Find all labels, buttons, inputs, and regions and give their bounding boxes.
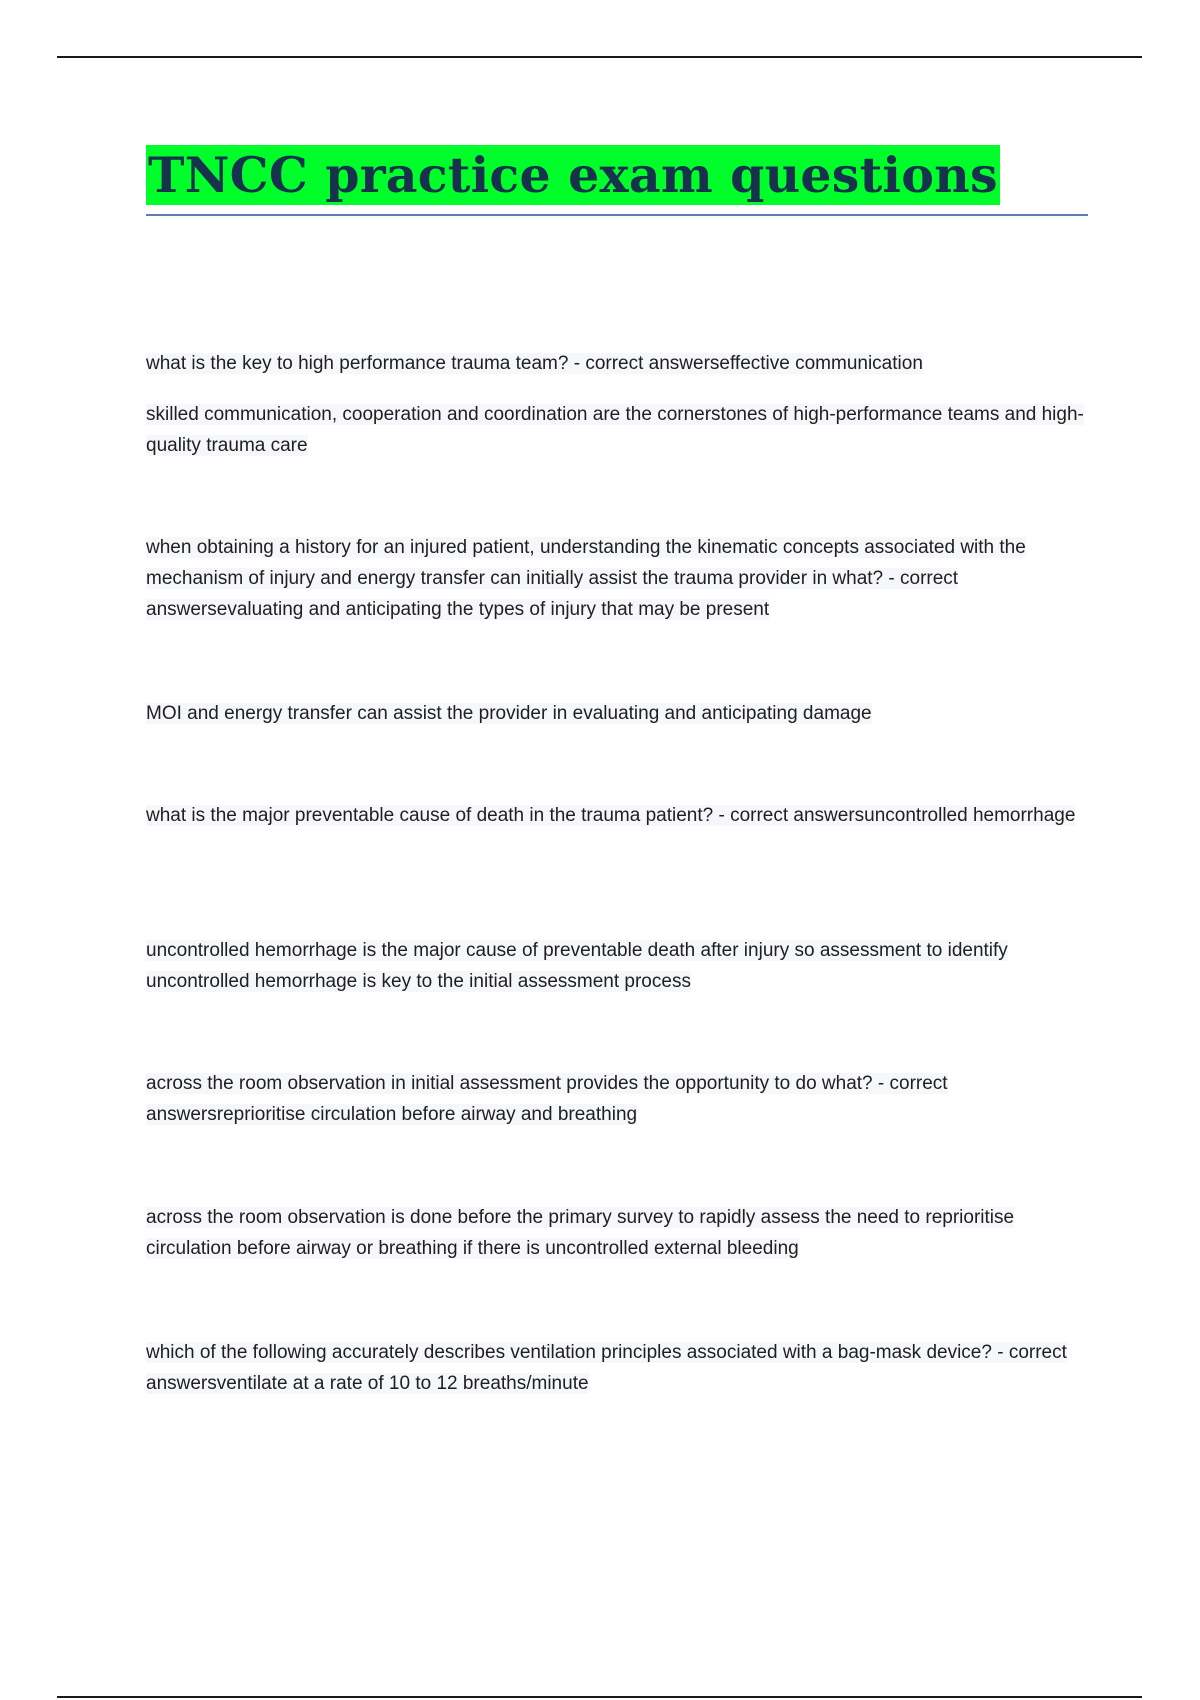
paragraph-text: across the room observation in initial assessment provides the opportunity to do what? - correct answersreprioritise circulation before airway and breathing (146, 1073, 948, 1125)
paragraph (146, 1337, 1088, 1399)
paragraph-text: what is the major preventable cause of death in the trauma patient? - correct answersuncontrolled hemorrhage (146, 805, 1076, 826)
paragraph (146, 698, 1088, 729)
paragraph (146, 1068, 1088, 1130)
paragraph (146, 348, 1088, 379)
title-block (146, 145, 1088, 205)
footer-rule (57, 1696, 1142, 1698)
paragraph (146, 800, 1088, 831)
paragraph (146, 532, 1088, 625)
title-underline (146, 214, 1088, 216)
paragraph-text: when obtaining a history for an injured patient, understanding the kinematic concepts associated with the mechanism of injury and energy transfer can initially assist the trauma provider in what? - correct answersevaluating and anticipating the types of injury that may be present (146, 537, 1026, 620)
paragraph (146, 1202, 1088, 1264)
paragraph-text: uncontrolled hemorrhage is the major cause of preventable death after injury so assessment to identify uncontrolled hemorrhage is key to the initial assessment process (146, 940, 1008, 992)
paragraph-text: skilled communication, cooperation and coordination are the cornerstones of high-performance teams and high-quality trauma care (146, 404, 1084, 456)
paragraph (146, 935, 1088, 997)
page-title: TNCC practice exam questions (148, 146, 998, 204)
paragraph-text: across the room observation is done before the primary survey to rapidly assess the need to reprioritise circulation before airway or breathing if there is uncontrolled external bleeding (146, 1207, 1015, 1259)
paragraph (146, 399, 1088, 461)
paragraph-text: what is the key to high performance trauma team? - correct answerseffective communication (146, 353, 923, 374)
header-rule (57, 56, 1142, 58)
paragraph-text: which of the following accurately describes ventilation principles associated with a bag-mask device? - correct answersventilate at a rate of 10 to 12 breaths/minute (146, 1342, 1067, 1394)
paragraph-text: MOI and energy transfer can assist the provider in evaluating and anticipating damage (146, 703, 872, 724)
